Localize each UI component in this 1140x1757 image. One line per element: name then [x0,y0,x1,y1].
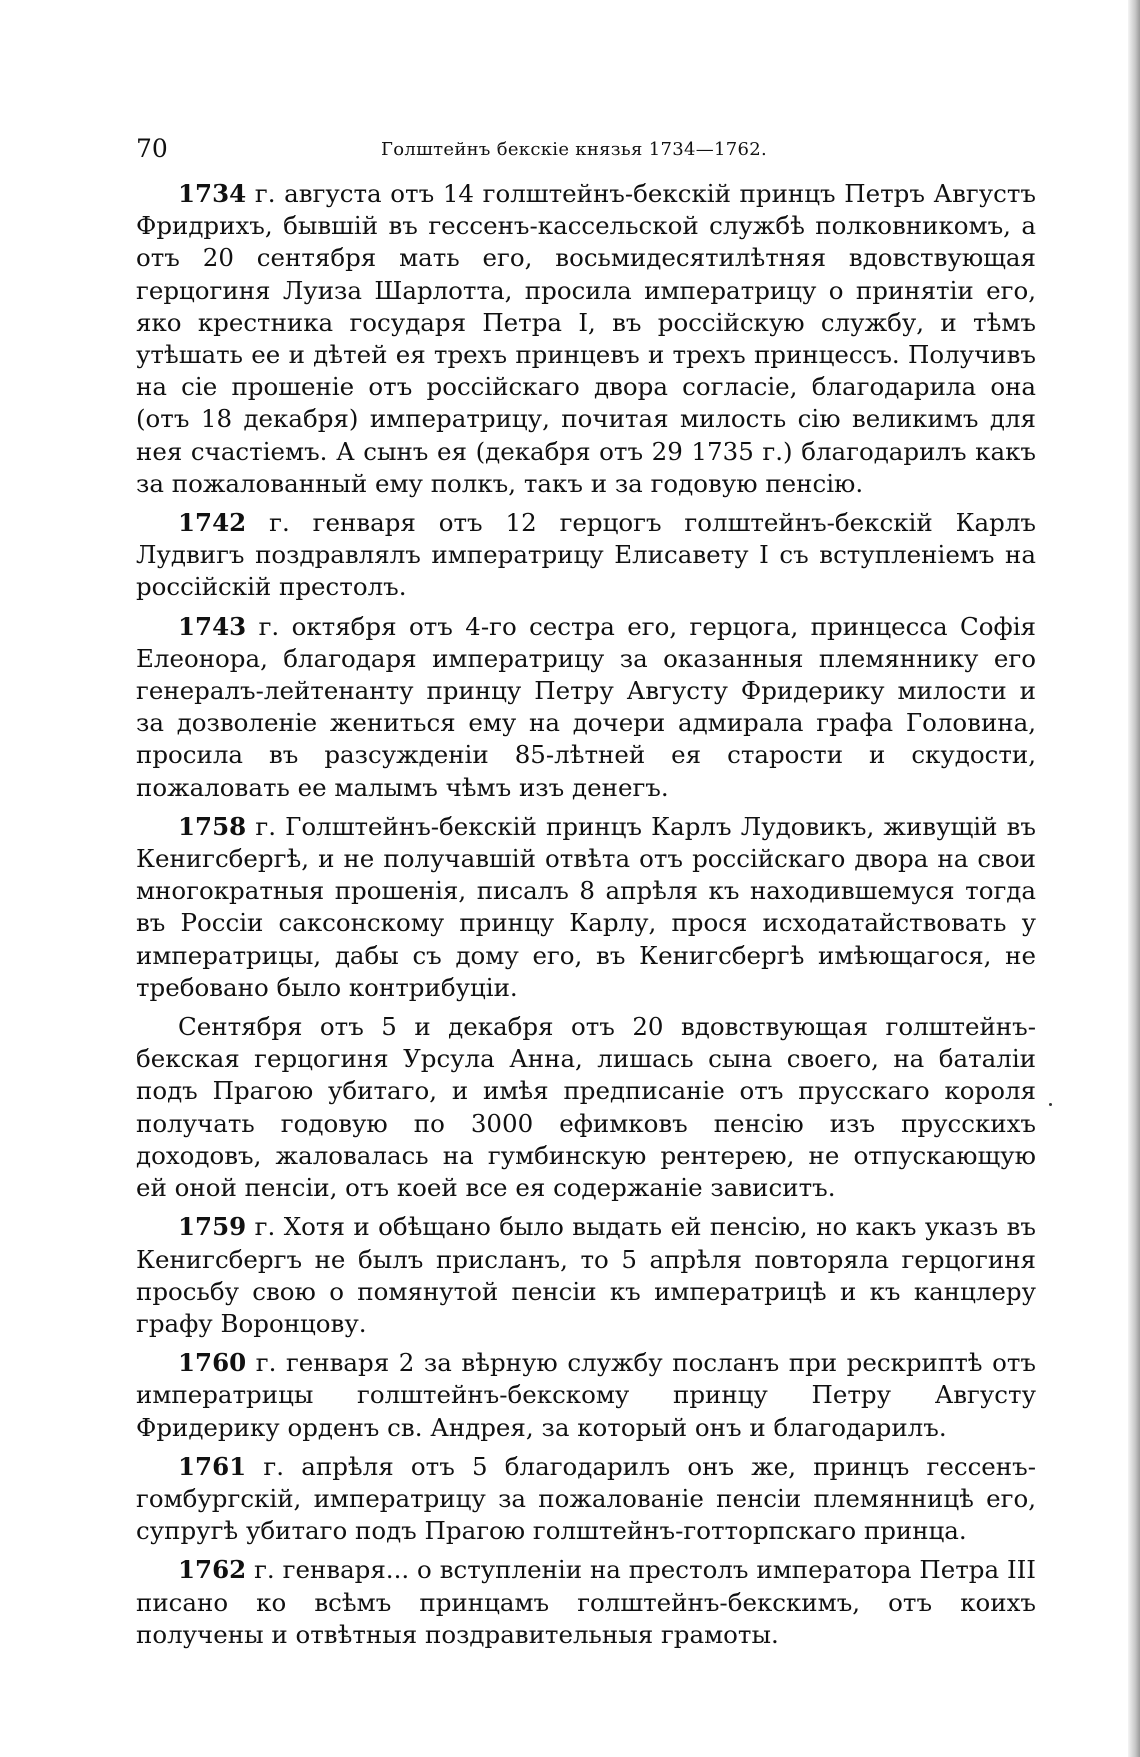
running-title: Голштейнъ бекскіе князья 1734—1762. [381,139,768,160]
entry-year: 1760 [178,1348,247,1378]
entry-1758-continued [136,1011,1036,1204]
page-edge-shadow [1128,0,1140,1757]
entry-text: г. Хотя и обѣщано было выдать ей пенсію, но какъ указъ въ Кенигсбергъ не былъ присланъ, то 5 апрѣля повторяла герцогиня просьбу свою о помянутой пенсіи къ императрицѣ и къ канцлеру графу Воронцову. [136,1212,1036,1338]
entry-year: 1743 [178,611,247,641]
entry-year: 1762 [178,1555,247,1585]
page-number: 70 [136,134,168,163]
entry-1762 [136,1554,1036,1651]
entry-text: г. генваря отъ 12 герцогъ голштейнъ-бекскій Карлъ Лудвигъ поздравлялъ императрицу Елисавету I съ вступленіемъ на россійскій престолъ. [136,508,1036,602]
entry-year: 1761 [178,1451,247,1481]
entry-1743 [136,611,1036,804]
entry-1742 [136,507,1036,604]
margin-speck [1049,1103,1052,1106]
body-text [136,178,1036,1658]
entry-text: г. апрѣля отъ 5 благодарилъ онъ же, принцъ гессенъ-гомбургскій, императрицу за пожалованіе пенсіи племянницѣ его, супругѣ убитаго подъ Прагою голштейнъ-готторпскаго принца. [136,1451,1036,1546]
entry-1759 [136,1211,1036,1340]
entry-text: Сентября отъ 5 и декабря отъ 20 вдовствующая голштейнъ-бекская герцогиня Урсула Анна, лишась сына своего, на баталіи подъ Прагою убитаго, и имѣя предписаніе отъ прусскаго короля получать годовую по 3000 ефимковъ пенсію изъ прусскихъ доходовъ, жаловалась на гумбинскую рентерею, не отпускающую ей оной пенсіи, отъ коей все ея содержаніе зависитъ. [136,1012,1036,1203]
entry-1761 [136,1451,1036,1548]
entry-text: г. октября отъ 4-го сестра его, герцога, принцесса Софія Елеонора, благодаря императрицу за оказанныя племяннику его генералъ-лейтенанту принцу Петру Августу Фридерику милости и за дозволеніе жениться ему на дочери адмирала графа Головина, просила въ разсужденіи 85-лѣтней ея старости и скудости, пожаловать ее малымъ чѣмъ изъ денегъ. [136,611,1036,802]
entry-text: г. августа отъ 14 голштейнъ-бекскій принцъ Петръ Августъ Фридрихъ, бывшій въ гессенъ-кассельской службѣ полковникомъ, а отъ 20 сентября мать его, восьмидесятилѣтняя вдовствующая герцогиня Луиза Шарлотта, просила императрицу о принятіи его, яко крестника государя Петра I, въ россійскую службу, и тѣмъ утѣшать ее и дѣтей ея трехъ принцевъ и трехъ принцессъ. Получивъ на сіе прошеніе отъ россійскаго двора согласіе, благодарила она (отъ 18 декабря) императрицу, почитая милость сію великимъ для нея счастіемъ. А сынъ ея (декабря отъ 29 1735 г.) благодарилъ какъ за пожалованный ему полкъ, такъ и за годовую пенсію. [136,179,1037,498]
entry-text: г. генваря... о вступленіи на престолъ императора Петра III писано ко всѣмъ принцамъ голштейнъ-бекскимъ, отъ коихъ получены и отвѣтныя поздравительныя грамоты. [136,1555,1036,1649]
entry-year: 1758 [178,811,247,841]
entry-text: г. Голштейнъ-бекскій принцъ Карлъ Лудовикъ, живущій въ Кенигсбергѣ, и не получавшій отвѣта отъ россійскаго двора на свои многократныя прошенія, писалъ 8 апрѣля къ находившемуся тогда въ Россіи саксонскому принцу Карлу, прося исходатайствовать у императрицы, дабы съ дому его, въ Кенигсбергѣ имѣющагося, не требовано было контрибуціи. [136,811,1036,1002]
entry-text: г. генваря 2 за вѣрную службу посланъ при рескриптѣ отъ императрицы голштейнъ-бекскому принцу Петру Августу Фридерику орденъ св. Андрея, за который онъ и благодарилъ. [136,1348,1036,1442]
entry-year: 1734 [178,179,247,208]
entry-year: 1742 [178,508,247,538]
entry-1758 [136,811,1036,1004]
entry-year: 1759 [178,1212,247,1242]
page-header [136,134,1036,164]
entry-1734 [136,178,1036,500]
entry-1760 [136,1347,1036,1444]
